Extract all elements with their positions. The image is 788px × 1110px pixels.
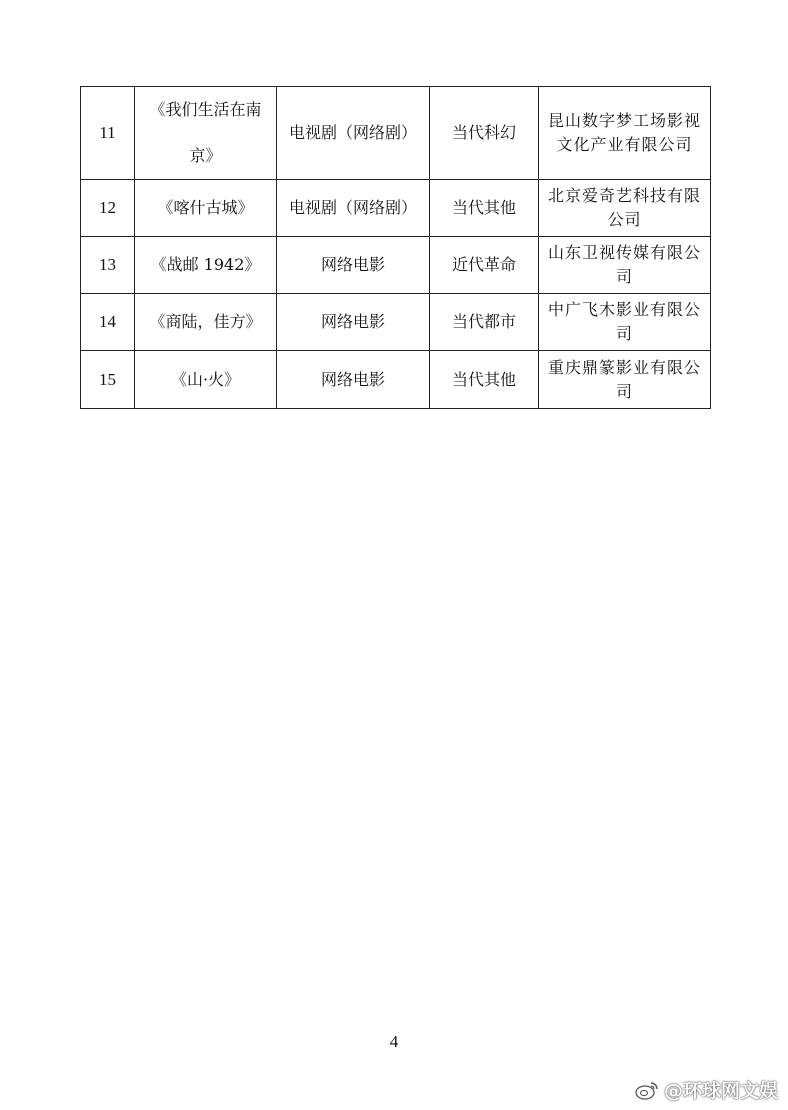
work-title: 《喀什古城》 — [135, 180, 277, 237]
production-company: 昆山数字梦工场影视文化产业有限公司 — [539, 87, 711, 180]
table-row — [81, 351, 711, 409]
row-number: 11 — [81, 87, 135, 180]
row-number: 15 — [81, 351, 135, 409]
work-genre: 当代科幻 — [430, 87, 539, 180]
row-number: 14 — [81, 294, 135, 351]
work-genre: 当代都市 — [430, 294, 539, 351]
work-genre: 当代其他 — [430, 180, 539, 237]
table-row — [81, 237, 711, 294]
work-type: 网络电影 — [277, 294, 430, 351]
production-company: 重庆鼎篆影业有限公司 — [539, 351, 711, 409]
weibo-icon — [635, 1080, 659, 1100]
work-title: 《商陆，佳方》 — [135, 294, 277, 351]
row-number: 13 — [81, 237, 135, 294]
work-title: 《战邮 1942》 — [135, 237, 277, 294]
work-genre: 近代革命 — [430, 237, 539, 294]
work-type: 电视剧（网络剧） — [277, 180, 430, 237]
work-type: 网络电影 — [277, 351, 430, 409]
table-row — [81, 294, 711, 351]
work-genre: 当代其他 — [430, 351, 539, 409]
table-row — [81, 87, 711, 180]
row-number: 12 — [81, 180, 135, 237]
project-list-table — [80, 86, 711, 409]
production-company: 北京爱奇艺科技有限公司 — [539, 180, 711, 237]
watermark-text: @环球网文娱 — [663, 1080, 778, 1102]
work-title: 《山·火》 — [135, 351, 277, 409]
production-company: 山东卫视传媒有限公司 — [539, 237, 711, 294]
work-type: 电视剧（网络剧） — [277, 87, 430, 180]
source-watermark — [635, 1076, 778, 1103]
page-number: 4 — [389, 1032, 399, 1051]
work-title: 《我们生活在南京》 — [135, 87, 277, 180]
table-row — [81, 180, 711, 237]
production-company: 中广飞木影业有限公司 — [539, 294, 711, 351]
work-type: 网络电影 — [277, 237, 430, 294]
